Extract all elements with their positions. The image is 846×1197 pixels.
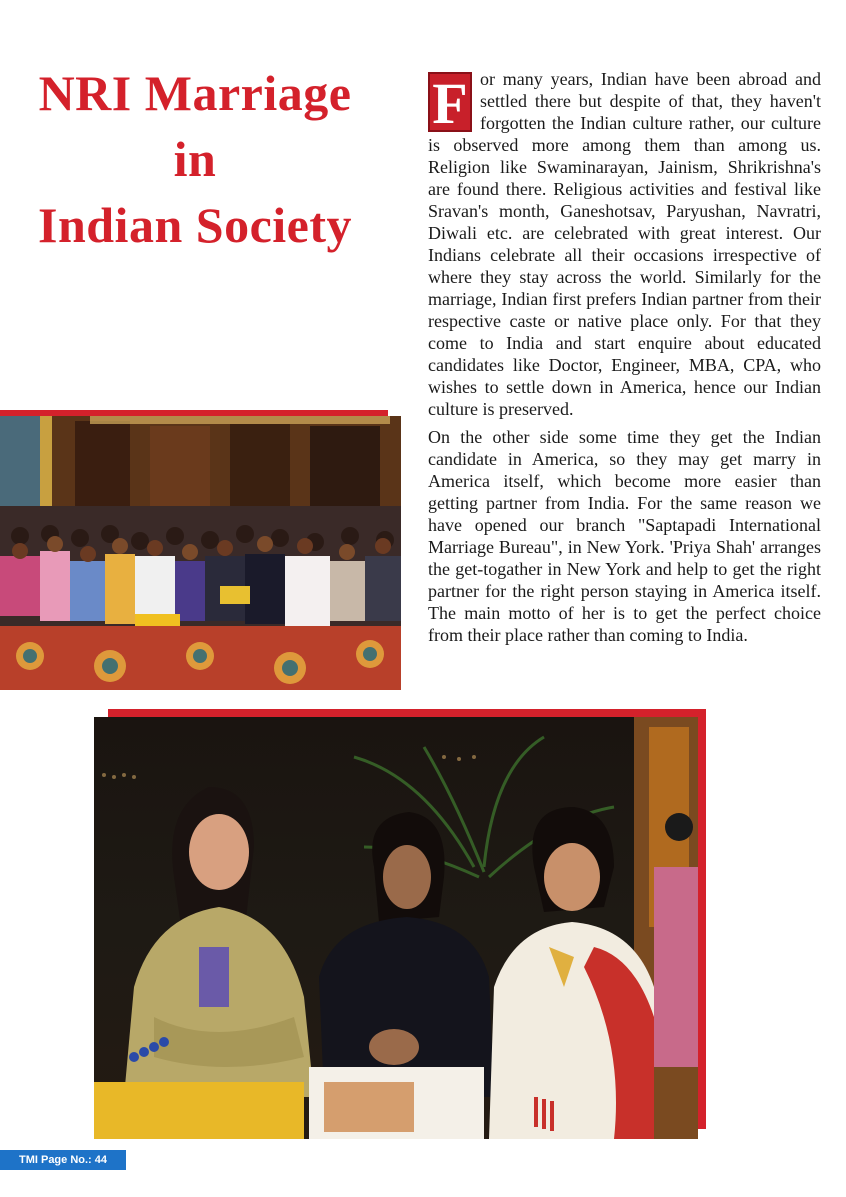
audience-photo-illustration [0,416,401,690]
article-paragraph-2: On the other side some time they get the Indian candidate in America, so they may get marry in America itself, which become more easier than getting partner from India. For the same reason we have opened our branch "Saptapadi International Marriage Bureau", in New York. 'Priya Shah' arranges the get-togather in New York and help to get the right partner for the right person staying in America itself. The main motto of her is to get the perfect choice from their place rather than coming to India. [428,427,821,645]
women-conversation-photo [94,717,698,1139]
audience-photo [0,416,401,690]
article-body [428,68,821,652]
paragraph-1-text: or many years, Indian have been abroad and settled there but despite of that, they haven't forgotten the Indian culture rather, our culture is observed more among them than among us. Religion like Swaminarayan, Jainism, Shrikrishna's are found there. Religious activities and festival like Sravan's month, Ganeshotsav, Paryushan, Navratri, Diwali etc. are celebrated with great interest. Our Indians celebrate all their occasions irrespective of where they stay across the world. Similarly for the marriage, Indian first prefers Indian partner from their respective caste or native place only. For that they come to India and start enquire about educated candidates like Doctor, Engineer, MBA, CPA, who wishes to settle down in America, hence our Indian culture is preserved. [428,69,821,419]
title-line-2: in [173,131,217,187]
drop-cap: F [428,72,472,132]
article-title [0,60,390,258]
article-paragraph-1 [428,68,821,420]
women-photo-illustration [94,717,698,1139]
page-number-tag: TMI Page No.: 44 [0,1150,126,1170]
title-line-1: NRI Marriage [38,65,352,121]
title-line-3: Indian Society [37,197,352,253]
